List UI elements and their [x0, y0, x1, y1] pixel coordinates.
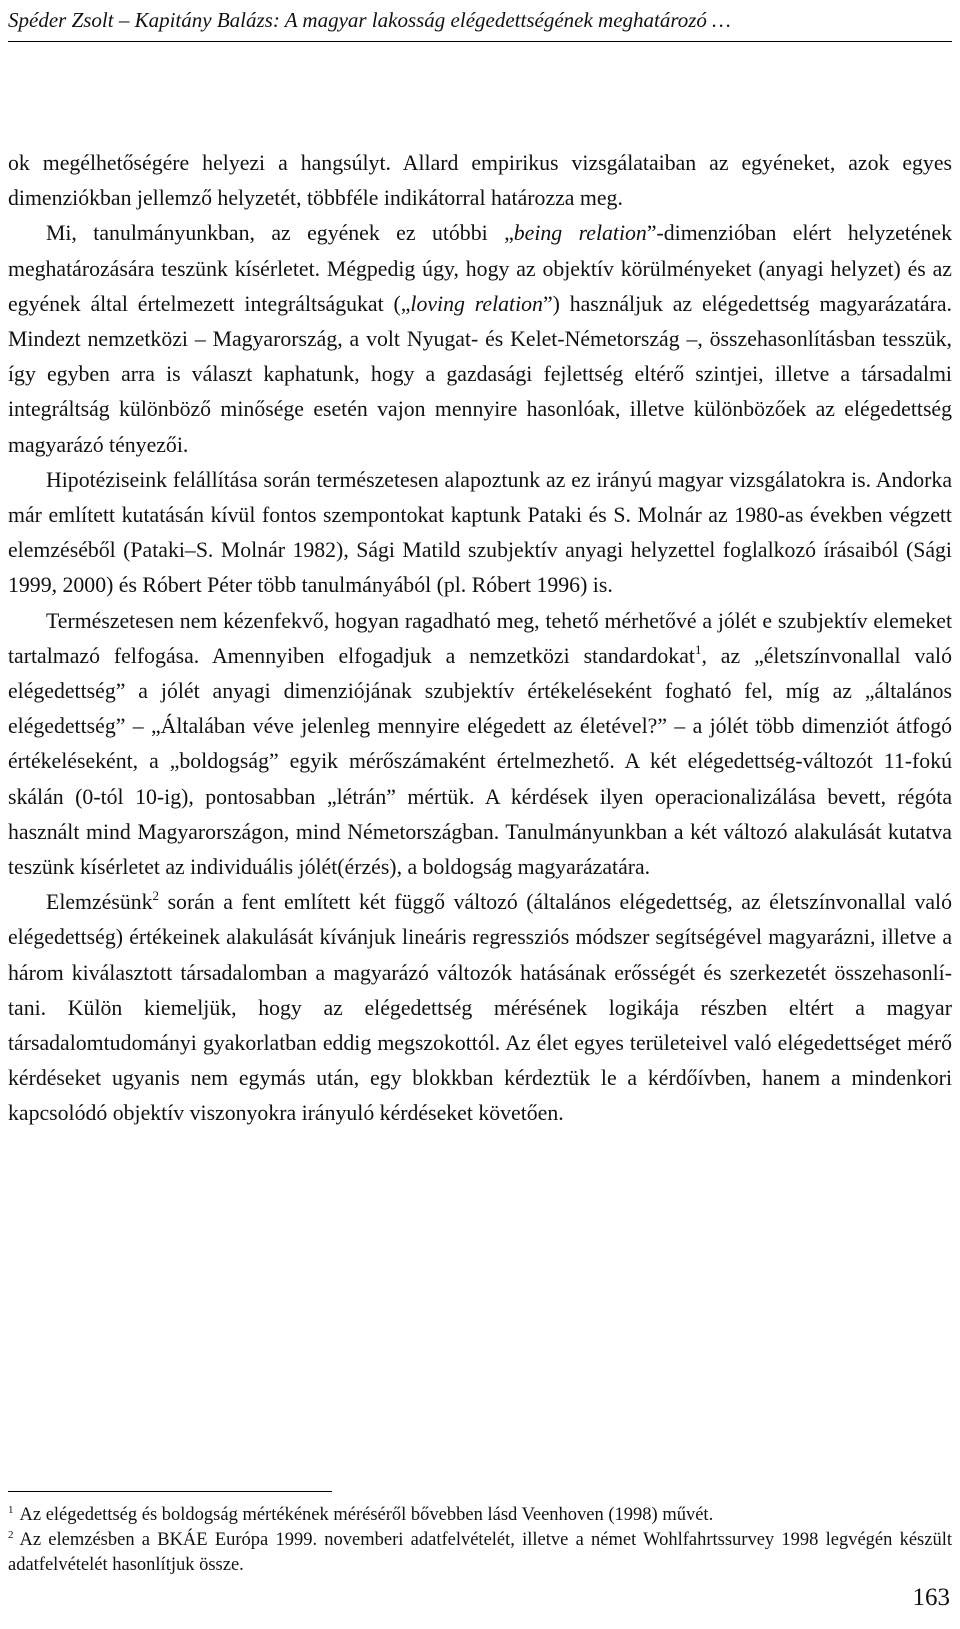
italic-term: being relation [513, 221, 647, 246]
running-title: Spéder Zsolt – Kapitány Balázs: A magyar lakosság elégedettségének meghatározó … [8, 8, 731, 32]
footnote-text: Az elemzésben a BKÁE Európa 1999. novemberi adatfelvételét, illetve a német Wohlfahrtssurvey 1998 legvégén készült adatfelvételét hasonlítjuk össze. [8, 1530, 952, 1575]
paragraph [8, 885, 952, 1131]
paragraph-text: ”) használjuk az elégedettség magyarázatára. Mindezt nemzetközi – Magyarország, a volt Nyugat- és Kelet-Németország –, összehasonlításban tesszük, így egyben arra is választ kaphatunk, hogy a gazdasági fejlettség eltérő szintjei, illetve a társadalmi integráltság különböző minősége esetén vajon mennyire hasonlóak, illetve különbözőek az elégedettség magyarázó tényezői. [8, 291, 952, 457]
paragraph-text: során a fent említett két függő változó (általános elégedettség, az életszínvonallal való elégedettség) értékeinek alakulását kívánjuk lineáris regressziós módszer segítségével magyarázni, illetve a három kiválasztott társadalomban a magyarázó változók hatásának erősségét és szerkezetét összehasonlítani. Külön kiemeljük, hogy az elégedettség mérésének logikája részben eltért a magyar társadalomtudományi gyakorlatban eddig megszokottól. Az élet egyes területeivel való elégedettséget mérő kérdéseket ugyanis nem egymás után, egy blokkban kérdeztük le a kérdőívben, hanem a mindenkori kapcsolódó objektív viszonyokra irányuló kérdéseket követően. [8, 890, 952, 1126]
footnote-number: 2 [8, 1529, 14, 1541]
paragraph-text: Hipotéziseink felállítása során természetesen alapoztunk az ez irányú magyar vizsgálatokra is. Andorka már említett kutatásán kívül fontos szempontokat kaptunk Pataki és S. Molnár az 1980-as években végzett elemzéséből (Pataki–S. Molnár 1982), Sági Matild szubjektív anyagi helyzettel foglalkozó írásaiból (Sági 1999, 2000) és Róbert Péter több tanulmányából (pl. Róbert 1996) is. [8, 467, 952, 598]
footnote [8, 1503, 952, 1528]
paragraph-text: Természetesen nem kézenfekvő, hogyan ragadható meg, tehető mérhetővé a jólét e szubjektív elemeket tartalmazó felfogása. Amennyiben elfogadjuk a nemzetközi standardokat [8, 608, 952, 668]
footnotes [8, 1503, 952, 1578]
paragraph [8, 216, 952, 462]
running-header [8, 6, 952, 42]
italic-term: loving relation [410, 291, 543, 316]
paragraph [8, 604, 952, 886]
paragraph-text: ok megélhetőségére helyezi a hangsúlyt. Allard empirikus vizsgálataiban az egyéneket, azok egyes dimenziókban jellemző helyzetét, többféle indikátorral határozza meg. [8, 151, 952, 211]
footnote-ref[interactable]: 2 [152, 888, 160, 904]
paragraph-text: Elemzésünk [46, 890, 153, 915]
footnote-text: Az elégedettség és boldogság mértékének méréséről bővebben lásd Veenhoven (1998) művét. [19, 1505, 714, 1525]
paragraph [8, 146, 952, 216]
body-text [8, 146, 952, 1132]
paragraph-text: , az „életszínvonallal való elégedettség” a jólét anyagi dimenziójának szubjektív értékeléseként fogható fel, míg az „általános elégedettség” – „Általában véve jelenleg mennyire elégedett az életével?” – a jólét több dimenziót átfogó értékeléseként, a „boldogság” egyik mérőszámaként értelmezhető. A két elégedettség-változót 11-fokú skálán (0-tól 10-ig), pontosabban „létrán” mértük. A kérdések ilyen operacionalizálása bevett, régóta használt mind Magyarországon, mind Németországban. Tanulmányunkban a két változó alakulását kutatva teszünk kísérletet az individuális jólét(érzés), a boldogság magyarázatára. [8, 643, 952, 880]
page-number: 163 [912, 1584, 950, 1611]
footnote-number: 1 [8, 1504, 14, 1516]
paragraph-text: Mi, tanulmányunkban, az egyének ez utóbbi „ [46, 221, 514, 246]
footnote-ref[interactable]: 1 [694, 641, 702, 657]
paragraph-text: ”-dimenzióban elért helyzetének meghatározására teszünk kísérletet. Mégpedig úgy, hogy az objektív körülményeket (anyagi helyzet) és az egyének által értelmezett integráltságukat („ [8, 221, 952, 316]
footnote [8, 1528, 952, 1578]
footnote-divider [8, 1491, 332, 1492]
paragraph [8, 463, 952, 604]
